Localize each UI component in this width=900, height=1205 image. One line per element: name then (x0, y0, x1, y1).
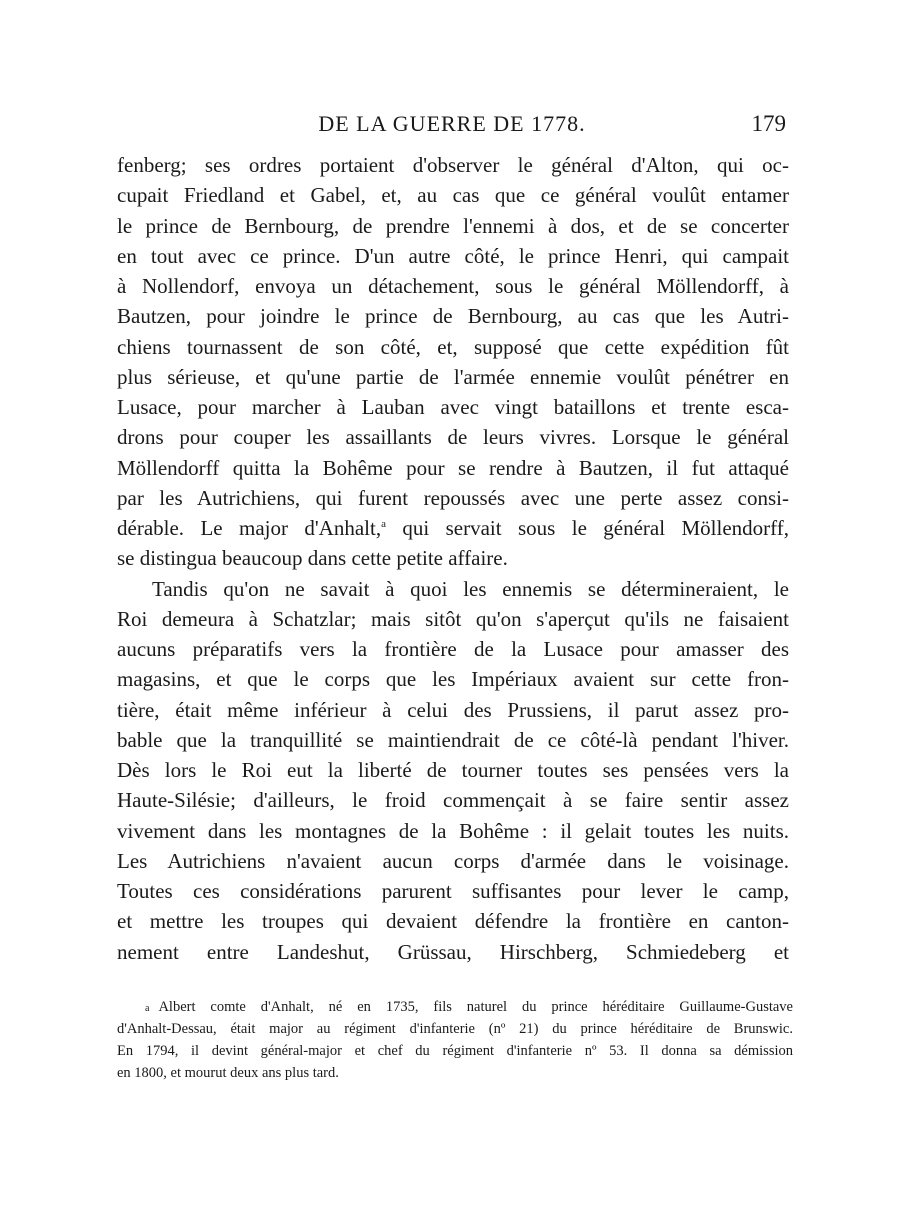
footnote-line (117, 996, 793, 1018)
text-line: nement entre Landeshut, Grüssau, Hirschberg, Schmiedeberg et (117, 939, 789, 964)
text-line: Möllendorff quitta la Bohême pour se rendre à Bautzen, il fut attaqué (117, 455, 789, 480)
text-line: chiens tournassent de son côté, et, supposé que cette expédition fût (117, 334, 789, 359)
text-line-with-footnote-ref (117, 513, 789, 543)
text-line: Lusace, pour marcher à Lauban avec vingt bataillons et trente esca- (117, 395, 789, 419)
text-fragment: dérable. Le major d'Anhalt, (117, 516, 382, 540)
text-line: et mettre les troupes qui devaient défendre la frontière en canton- (117, 909, 789, 934)
footnote-reference: a (381, 518, 386, 530)
text-line: Haute-Silésie; d'ailleurs, le froid commençait à se faire sentir assez (117, 788, 789, 813)
text-line: fenberg; ses ordres portaient d'observer le général d'Alton, qui oc- (117, 153, 789, 177)
footnote-line: en 1800, et mourut deux ans plus tard. (117, 1065, 339, 1081)
footnote-line: d'Anhalt-Dessau, était major au régiment d'infanterie (nº 21) du prince héréditaire de Brunswic. (117, 1021, 793, 1037)
text-line: par les Autrichiens, qui furent repoussés avec une perte assez consi- (117, 485, 789, 510)
page-number: 179 (751, 111, 786, 136)
text-line: drons pour couper les assaillants de leurs vivres. Lorsque le général (117, 425, 789, 450)
text-line: Bautzen, pour joindre le prince de Bernbourg, au cas que les Autri- (117, 304, 789, 329)
text-fragment: qui servait sous le général Möllendorff, (385, 516, 789, 540)
text-line: aucuns préparatifs vers la frontière de la Lusace pour amasser des (117, 637, 789, 661)
body-text (117, 150, 789, 967)
text-line: se distingua beaucoup dans cette petite affaire. (117, 546, 508, 571)
text-line: plus sérieuse, et qu'une partie de l'armée ennemie voulût pénétrer en (117, 364, 789, 389)
footnote-line: En 1794, il devint général-major et chef du régiment d'infanterie nº 53. Il donna sa démission (117, 1043, 793, 1059)
text-line: tière, était même inférieur à celui des Prussiens, il parut assez pro- (117, 697, 789, 722)
text-line: Tandis qu'on ne savait à quoi les ennemis se détermineraient, le (152, 576, 789, 601)
text-line: le prince de Bernbourg, de prendre l'ennemi à dos, et de se concerter (117, 213, 789, 238)
text-line: magasins, et que le corps que les Impériaux avaient sur cette fron- (117, 667, 789, 692)
footnote-mark: a (145, 1003, 150, 1014)
text-line: Roi demeura à Schatzlar; mais sitôt qu'on s'aperçut qu'ils ne faisaient (117, 606, 789, 631)
text-line: en tout avec ce prince. D'un autre côté, le prince Henri, qui campait (117, 243, 789, 268)
running-head (118, 107, 786, 141)
text-line: Les Autrichiens n'avaient aucun corps d'armée dans le voisinage. (117, 848, 789, 873)
text-line: cupait Friedland et Gabel, et, au cas que ce général voulût entamer (117, 183, 789, 208)
footnote (117, 996, 793, 1084)
text-line: bable que la tranquillité se maintiendrait de ce côté-là pendant l'hiver. (117, 727, 789, 752)
text-line: Toutes ces considérations parurent suffisantes pour lever le camp, (117, 879, 789, 903)
text-line: vivement dans les montagnes de la Bohême : il gelait toutes les nuits. (117, 818, 789, 843)
running-title: DE LA GUERRE DE 1778. (318, 111, 586, 136)
text-line: à Nollendorf, envoya un détachement, sous le général Möllendorff, à (117, 274, 789, 298)
text-line: Dès lors le Roi eut la liberté de tourner toutes ses pensées vers la (117, 758, 789, 782)
footnote-text: Albert comte d'Anhalt, né en 1735, fils naturel du prince héréditaire Guillaume-Gustave (158, 999, 793, 1015)
